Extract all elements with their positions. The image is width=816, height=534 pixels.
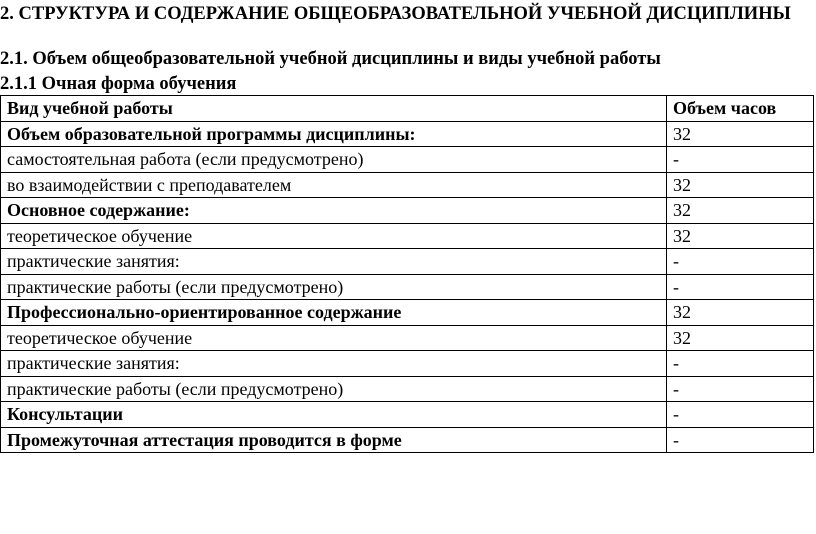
table-header-row <box>1 96 814 122</box>
table-row <box>1 223 814 249</box>
table-row <box>1 249 814 275</box>
header-hours: Объем часов <box>667 96 814 122</box>
work-type-cell: теоретическое обучение <box>1 223 667 249</box>
table-row <box>1 427 814 453</box>
work-type-cell: практические занятия: <box>1 249 667 275</box>
work-type-cell: теоретическое обучение <box>1 325 667 351</box>
table-row <box>1 147 814 173</box>
hours-cell: 32 <box>667 325 814 351</box>
subsubsection-heading: 2.1.1 Очная форма обучения <box>0 74 237 94</box>
table-row <box>1 198 814 224</box>
hours-cell: - <box>667 351 814 377</box>
table-row <box>1 402 814 428</box>
work-type-cell: самостоятельная работа (если предусмотрено) <box>1 147 667 173</box>
work-type-cell: Основное содержание: <box>1 198 667 224</box>
work-type-cell: Объем образовательной программы дисциплины: <box>1 121 667 147</box>
workload-table <box>0 95 814 453</box>
table-body <box>1 121 814 453</box>
hours-cell: 32 <box>667 198 814 224</box>
work-type-cell: практические занятия: <box>1 351 667 377</box>
table-row <box>1 121 814 147</box>
work-type-cell: Профессионально-ориентированное содержание <box>1 300 667 326</box>
table-row <box>1 376 814 402</box>
section-heading: 2. СТРУКТУРА И СОДЕРЖАНИЕ ОБЩЕОБРАЗОВАТЕЛЬНОЙ УЧЕБНОЙ ДИСЦИПЛИНЫ <box>0 4 791 24</box>
hours-cell: 32 <box>667 121 814 147</box>
table-row <box>1 300 814 326</box>
table-row <box>1 351 814 377</box>
subsection-heading: 2.1. Объем общеобразовательной учебной дисциплины и виды учебной работы <box>0 49 661 69</box>
hours-cell: - <box>667 274 814 300</box>
work-type-cell: Консультации <box>1 402 667 428</box>
header-work-type: Вид учебной работы <box>1 96 667 122</box>
work-type-cell: практические работы (если предусмотрено) <box>1 376 667 402</box>
table-row <box>1 172 814 198</box>
table-row <box>1 274 814 300</box>
hours-cell: 32 <box>667 223 814 249</box>
table-row <box>1 325 814 351</box>
hours-cell: - <box>667 376 814 402</box>
hours-cell: - <box>667 427 814 453</box>
hours-cell: 32 <box>667 172 814 198</box>
hours-cell: - <box>667 249 814 275</box>
hours-cell: - <box>667 147 814 173</box>
work-type-cell: практические работы (если предусмотрено) <box>1 274 667 300</box>
hours-cell: - <box>667 402 814 428</box>
work-type-cell: Промежуточная аттестация проводится в форме <box>1 427 667 453</box>
hours-cell: 32 <box>667 300 814 326</box>
work-type-cell: во взаимодействии с преподавателем <box>1 172 667 198</box>
